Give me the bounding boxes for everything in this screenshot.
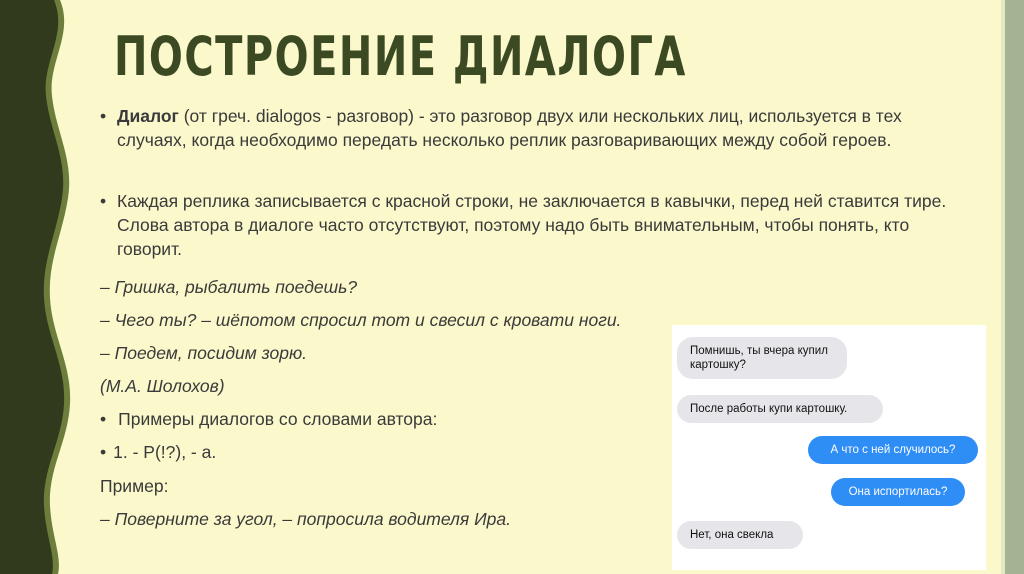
example-line-1: – Гришка, рыбалить поедешь? (100, 277, 358, 297)
bullet-term: Диалог (117, 106, 179, 126)
chat-message-outgoing: А что с ней случилось? (808, 436, 978, 464)
bullet-marker: • (100, 442, 107, 462)
bullet-marker: • (100, 191, 107, 211)
example-author: (М.А. Шолохов) (100, 376, 225, 396)
example-line-2: – Чего ты? – шёпотом спросил тот и свесил с кровати ноги. (100, 310, 622, 330)
chat-message-incoming: Нет, она свекла (677, 521, 803, 549)
bullet-text: Каждая реплика записывается с красной строки, не заключается в кавычки, перед ней ставится тире. Слова автора в диалоге часто отсутствуют, поэтому надо быть внимательным, чтобы понять, кто говорит. (117, 191, 947, 259)
bullet-replica-rules (100, 189, 960, 261)
example-sentence: – Поверните за угол, – попросила водителя Ира. (100, 509, 511, 529)
examples-heading-text: Примеры диалогов со словами автора: (118, 409, 438, 429)
bullet-dialog-definition (100, 104, 960, 152)
chat-message-incoming: После работы купи картошку. (677, 395, 883, 423)
chat-message-incoming: Помнишь, ты вчера купил картошку? (677, 337, 847, 379)
right-decorative-strip (1001, 0, 1024, 574)
chat-screenshot (672, 325, 986, 570)
bullet-text (117, 104, 960, 152)
bullet-marker: • (100, 106, 107, 126)
scheme-line (100, 440, 216, 464)
bullet-definition: (от греч. dialogos - разговор) - это разговор двух или нескольких лиц, используется в тех случаях, когда необходимо передать несколько реплик разговаривающих между собой героев. (117, 106, 902, 150)
right-strip-edge (1001, 0, 1005, 574)
example-line-3: – Поедем, посидим зорю. (100, 343, 308, 363)
left-decorative-bar (0, 0, 100, 574)
bullet-marker: • (100, 409, 107, 429)
scheme-text: 1. - Р(!?), - а. (113, 442, 217, 462)
slide-title: ПОСТРОЕНИЕ ДИАЛОГА (114, 25, 687, 88)
chat-message-outgoing: Она испортилась? (831, 478, 965, 506)
example-label: Пример: (100, 476, 169, 496)
examples-heading (100, 407, 437, 431)
